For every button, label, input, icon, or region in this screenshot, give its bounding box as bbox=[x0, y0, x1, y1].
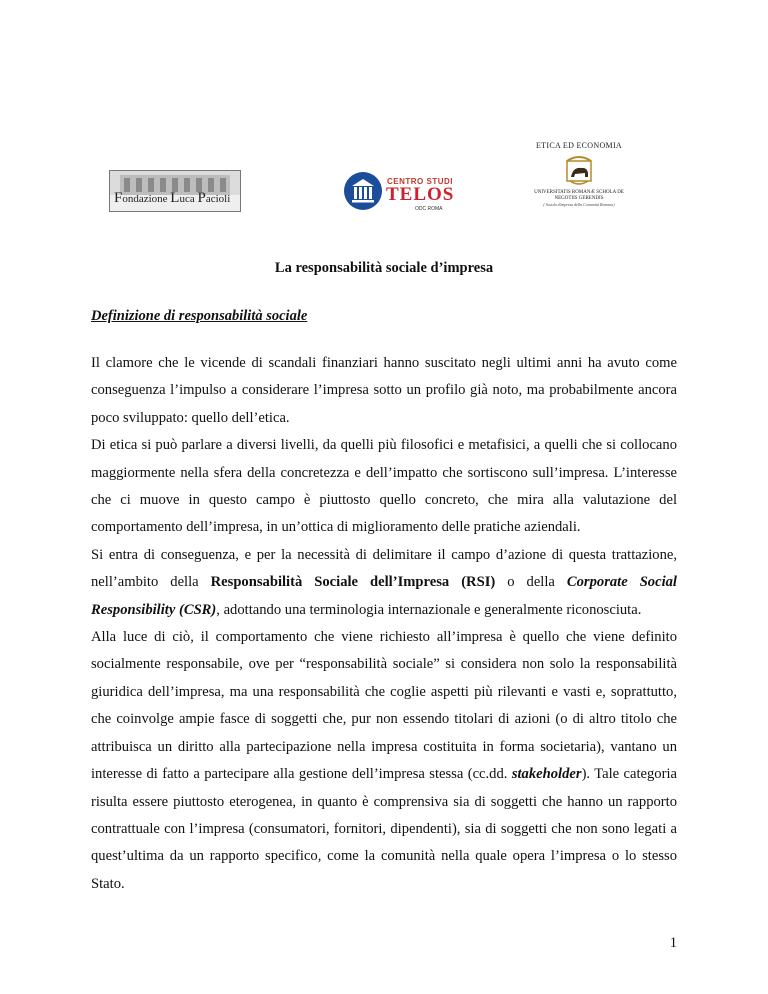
etica-ed-economia-logo bbox=[524, 141, 634, 226]
section-heading: Definizione di responsabilità sociale bbox=[91, 308, 308, 324]
paragraph-2: Di etica si può parlare a diversi livelli, da quelli più filosofici e metafisici, a quelli che si collocano maggiormente nella sfera della concretezza e dell’impatto che sortiscono sull’impresa. L’interesse che ci muove in questo campo è piuttosto quello concreto, che mira alla valutazione del comportamento dell’impresa, in un’ottica di miglioramento delle pratiche aziendali. bbox=[91, 437, 677, 536]
stakeholder-term: stakeholder bbox=[511, 766, 582, 783]
csr-term: Corporate Social Responsibility (CSR) bbox=[91, 574, 677, 618]
fondazione-logo-text: Fondazione Luca Pacioli bbox=[114, 190, 231, 206]
university-name: UNIVERSITATIS ROMANÆ SCHOLA DE NEGOTIIS GERENDIS bbox=[534, 190, 624, 201]
telos-location: ODC ROMA bbox=[415, 206, 443, 212]
university-subtitle: ( Scuola d'impresa della Comunità Romana) bbox=[543, 202, 615, 207]
paragraph-3: Si entra di conseguenza, e per la necessità di delimitare il campo d’azione di questa trattazione, nell’ambito della Responsabilità Sociale dell’Impresa (RSI) o della Corporate Social Responsibility (CSR), adottando una terminologia internazionale e generalmente riconosciuta. bbox=[91, 546, 677, 618]
paragraph-4: Alla luce di ciò, il comportamento che viene richiesto all’impresa è quello che viene definito socialmente responsabile, ove per “responsabilità sociale” si considera non solo la responsabilità giuridica dell’impresa, ma una responsabilità che coglie aspetti più rilevanti e vasti e, soprattutto, che coinvolge ampie fasce di soggetti che, pur non essendo titolari di azioni (o di altro titolo che attribuisca un diritto alla partecipazione nella impresa costituita in forma societaria), vantano un interesse di fatto a partecipare alla gestione dell’impresa stessa (cc.dd. stakeholder). Tale categoria risulta essere piuttosto eterogenea, in quanto è comprensiva sia di soggetti che hanno un rapporto contrattuale con l’impresa (consumatori, fornitori, dipendenti), sia di soggetti che non sono legati a quest’ultima da un rapporto specifico, come la comunità nella quale opera l’impresa o lo stesso Stato. bbox=[91, 629, 677, 892]
page-number: 1 bbox=[669, 935, 677, 951]
temple-columns-icon bbox=[343, 171, 383, 211]
telos-subtitle: CENTRO STUDI bbox=[387, 177, 453, 186]
etica-logo-title: ETICA ED ECONOMIA bbox=[536, 141, 622, 150]
body-text bbox=[91, 350, 677, 898]
centro-studi-telos-logo bbox=[343, 168, 463, 214]
telos-name: TELOS bbox=[386, 184, 455, 205]
capitoline-wolf-icon bbox=[559, 153, 599, 189]
fondazione-luca-pacioli-logo bbox=[109, 170, 241, 212]
rsi-term: Responsabilità Sociale dell’Impresa (RSI) bbox=[210, 574, 496, 591]
document-title: La responsabilità sociale d’impresa bbox=[274, 260, 494, 276]
paragraph-1: Il clamore che le vicende di scandali finanziari hanno suscitato negli ultimi anni ha avuto come conseguenza l’impulso a considerare l’impresa sotto un profilo già noto, ma probabilmente ancora poco sviluppato: quello dell’etica. bbox=[91, 355, 677, 426]
